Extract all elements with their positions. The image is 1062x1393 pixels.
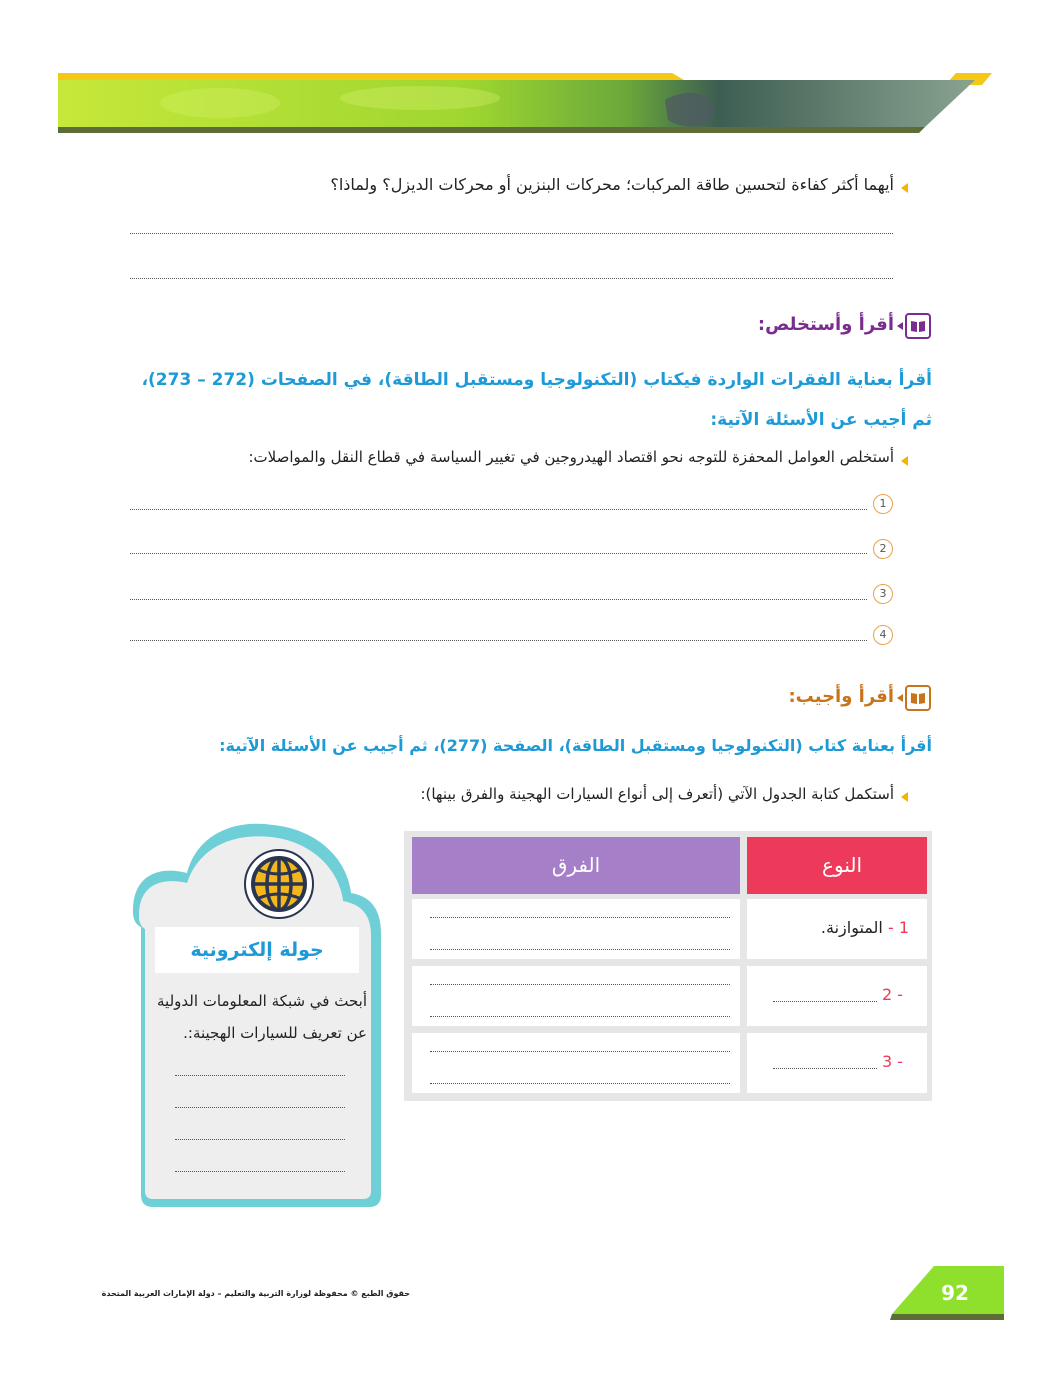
answer-line[interactable] (130, 640, 867, 641)
section-2-question: أستكمل كتابة الجدول الآتي (أتعرف إلى أنواع السيارات الهجينة والفرق بينها): (420, 785, 894, 803)
etour-title: جولة إلكترونية (190, 939, 324, 961)
etour-title-box (155, 927, 359, 973)
copyright-text: حقوق الطبع © محفوظة لوزارة التربية والتعليم – دولة الإمارات العربية المتحدة (101, 1289, 410, 1298)
hybrid-types-table (404, 831, 932, 1101)
arrow-icon (897, 694, 903, 702)
book-icon (905, 313, 931, 339)
answer-line[interactable] (130, 509, 867, 510)
row-type-answer[interactable] (773, 1001, 877, 1002)
table-row (747, 899, 927, 959)
item-number: 1 (873, 494, 893, 514)
section-1-instruction: أقرأ بعناية الفقرات الواردة فيكتاب (التكنولوجيا ومستقبل الطاقة)، في الصفحات (272 – 273)، ثم أجيب عن الأسئلة الآتية: (141, 370, 932, 430)
row-number: 1 - (887, 918, 909, 937)
row-number: 3 - (882, 1052, 904, 1071)
globe-icon (243, 848, 315, 920)
section-2-instruction: أقرأ بعناية كتاب (التكنولوجيا ومستقبل الطاقة)، الصفحة (277)، ثم أجيب عن الأسئلة الآتية: (219, 736, 932, 755)
header-banner (0, 0, 1062, 140)
table-header-type (747, 837, 927, 894)
etour-answer-line[interactable] (175, 1075, 345, 1076)
answer-line[interactable] (130, 278, 893, 279)
page-number: 92 (941, 1281, 969, 1305)
item-number: 4 (873, 625, 893, 645)
book-icon (905, 685, 931, 711)
bullet-icon (901, 183, 908, 193)
page-number-badge (890, 1266, 1006, 1322)
etour-box (125, 815, 385, 1215)
table-row (747, 1033, 927, 1093)
answer-line[interactable] (130, 599, 867, 600)
row-type-value: المتوازنة. (820, 918, 883, 937)
answer-line[interactable] (130, 553, 867, 554)
question-1-text: أيهما أكثر كفاءة لتحسين طاقة المركبات؛ محركات البنزين أو محركات الديزل؟ ولماذا؟ (330, 175, 894, 194)
difference-cell[interactable] (412, 1033, 740, 1093)
header-difference-label: الفرق (551, 853, 601, 877)
bullet-icon (901, 456, 908, 466)
difference-cell[interactable] (412, 966, 740, 1026)
table-row (747, 966, 927, 1026)
header-type-label: النوع (822, 853, 862, 877)
arrow-icon (897, 322, 903, 330)
row-type-answer[interactable] (773, 1068, 877, 1069)
item-number: 2 (873, 539, 893, 559)
etour-text: أبحث في شبكة المعلومات الدولية عن تعريف للسيارات الهجينة:. (157, 992, 367, 1042)
section-2-title: أقرأ وأجيب: (788, 686, 894, 707)
row-type[interactable] (821, 918, 909, 937)
row-number: 2 - (882, 985, 904, 1004)
etour-answer-line[interactable] (175, 1107, 345, 1108)
difference-cell[interactable] (412, 899, 740, 959)
etour-answer-line[interactable] (175, 1139, 345, 1140)
etour-answer-line[interactable] (175, 1171, 345, 1172)
table-header-difference (412, 837, 740, 894)
item-number: 3 (873, 584, 893, 604)
section-1-question: أستخلص العوامل المحفزة للتوجه نحو اقتصاد الهيدروجين في تغيير السياسة في قطاع النقل والمواصلات: (248, 448, 894, 466)
answer-line[interactable] (130, 233, 893, 234)
bullet-icon (901, 792, 908, 802)
section-1-title: أقرأ وأستخلص: (757, 314, 894, 335)
